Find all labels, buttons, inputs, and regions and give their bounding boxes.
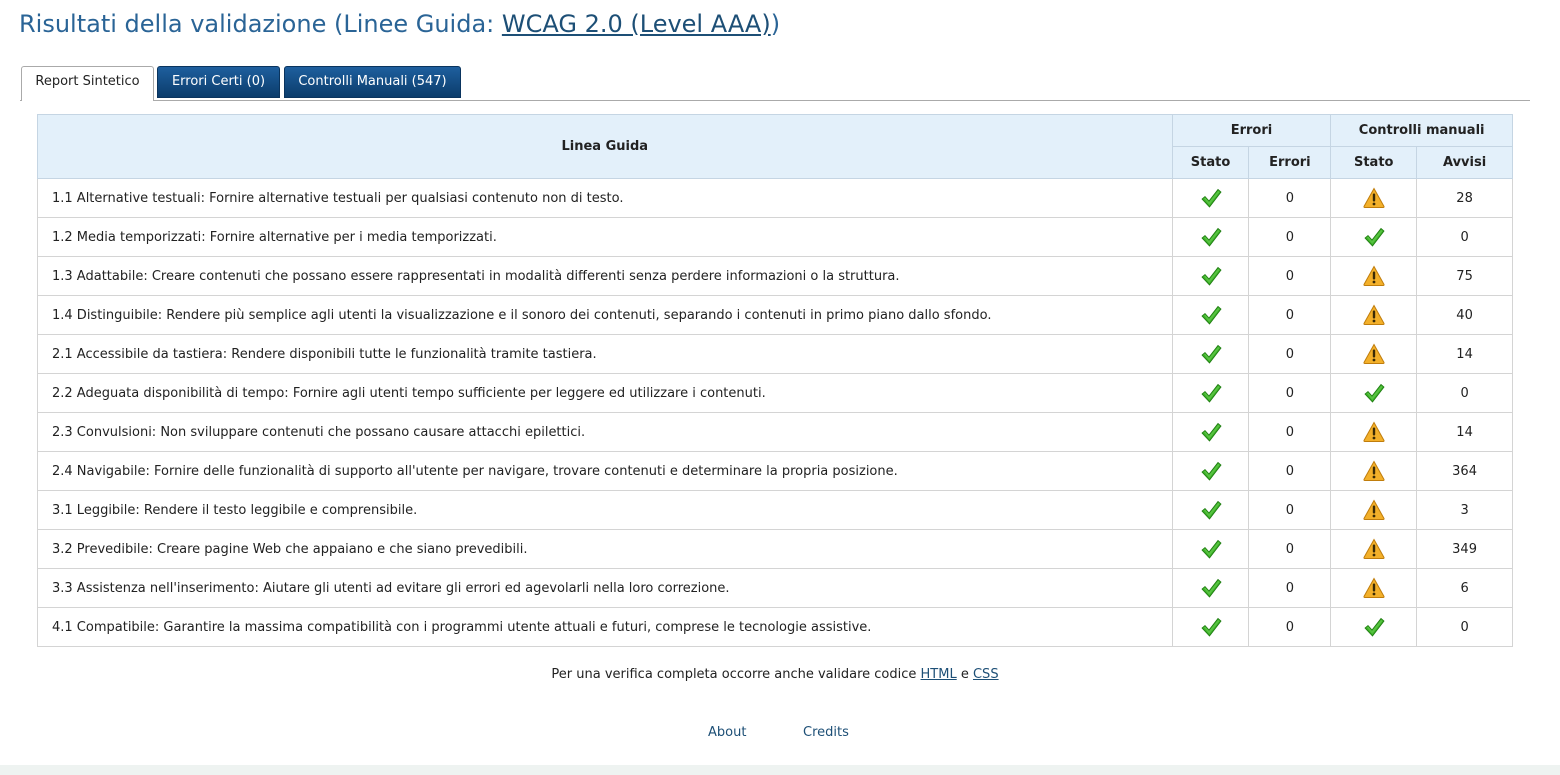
- note-conj: e: [956, 667, 973, 682]
- guideline-cell: 2.1 Accessibile da tastiera: Rendere disponibili tutte le funzionalità tramite tastiera.: [38, 335, 1173, 374]
- manual-status-cell: [1331, 452, 1417, 491]
- table-row: [38, 608, 1513, 647]
- warnings-count-cell: 0: [1417, 218, 1513, 257]
- header-warnings: Avvisi: [1417, 147, 1513, 179]
- note-text: Per una verifica completa occorre anche validare codice: [551, 667, 921, 682]
- check-icon: [1200, 382, 1222, 404]
- report-table: [37, 114, 1513, 647]
- manual-status-cell: [1331, 335, 1417, 374]
- table-row: [38, 218, 1513, 257]
- about-link[interactable]: About: [708, 725, 747, 740]
- guideline-cell: 1.4 Distinguibile: Rendere più semplice agli utenti la visualizzazione e il sonoro dei contenuti, separando i contenuti in primo piano dallo sfondo.: [38, 296, 1173, 335]
- error-status-cell: [1172, 569, 1249, 608]
- tab-report-sintetico[interactable]: Report Sintetico: [21, 66, 154, 101]
- table-row: [38, 569, 1513, 608]
- check-icon: [1200, 304, 1222, 326]
- error-status-cell: [1172, 296, 1249, 335]
- header-errors: Errori: [1249, 147, 1331, 179]
- error-status-cell: [1172, 374, 1249, 413]
- validation-note: [0, 667, 1550, 682]
- guideline-cell: 1.1 Alternative testuali: Fornire alternative testuali per qualsiasi contenuto non di testo.: [38, 179, 1173, 218]
- manual-status-cell: [1331, 218, 1417, 257]
- error-status-cell: [1172, 413, 1249, 452]
- table-row: [38, 452, 1513, 491]
- check-icon: [1200, 265, 1222, 287]
- errors-count-cell: 0: [1249, 257, 1331, 296]
- header-guide: Linea Guida: [38, 115, 1173, 179]
- tab-controlli-manuali[interactable]: Controlli Manuali (547): [284, 66, 461, 98]
- warnings-count-cell: 40: [1417, 296, 1513, 335]
- manual-status-cell: [1331, 296, 1417, 335]
- guideline-cell: 1.3 Adattabile: Creare contenuti che possano essere rappresentati in modalità differenti senza perdere informazioni o la struttura.: [38, 257, 1173, 296]
- manual-status-cell: [1331, 491, 1417, 530]
- check-icon: [1200, 499, 1222, 521]
- guideline-cell: 4.1 Compatibile: Garantire la massima compatibilità con i programmi utente attuali e futuri, comprese le tecnologie assistive.: [38, 608, 1173, 647]
- errors-count-cell: 0: [1249, 569, 1331, 608]
- guideline-cell: 2.2 Adeguata disponibilità di tempo: Fornire agli utenti tempo sufficiente per leggere ed utilizzare i contenuti.: [38, 374, 1173, 413]
- table-row: [38, 296, 1513, 335]
- css-link[interactable]: CSS: [972, 667, 999, 682]
- guideline-cell: 2.4 Navigabile: Fornire delle funzionalità di supporto all'utente per navigare, trovare contenuti e determinare la propria posizione.: [38, 452, 1173, 491]
- guideline-link[interactable]: WCAG 2.0 (Level AAA): [501, 10, 771, 38]
- html-link[interactable]: HTML: [920, 667, 957, 682]
- header-errors-group: Errori: [1172, 115, 1331, 147]
- warning-icon: [1363, 304, 1385, 326]
- table-row: [38, 257, 1513, 296]
- error-status-cell: [1172, 491, 1249, 530]
- guideline-cell: 3.1 Leggibile: Rendere il testo leggibile e comprensibile.: [38, 491, 1173, 530]
- warnings-count-cell: 0: [1417, 608, 1513, 647]
- error-status-cell: [1172, 608, 1249, 647]
- manual-status-cell: [1331, 608, 1417, 647]
- check-icon: [1200, 343, 1222, 365]
- warnings-count-cell: 6: [1417, 569, 1513, 608]
- header-manual-group: Controlli manuali: [1331, 115, 1513, 147]
- check-icon: [1363, 616, 1385, 638]
- check-icon: [1200, 226, 1222, 248]
- errors-count-cell: 0: [1249, 608, 1331, 647]
- warning-icon: [1363, 460, 1385, 482]
- guideline-cell: 1.2 Media temporizzati: Fornire alternative per i media temporizzati.: [38, 218, 1173, 257]
- manual-status-cell: [1331, 530, 1417, 569]
- errors-count-cell: 0: [1249, 218, 1331, 257]
- check-icon: [1200, 577, 1222, 599]
- errors-count-cell: 0: [1249, 335, 1331, 374]
- error-status-cell: [1172, 218, 1249, 257]
- errors-count-cell: 0: [1249, 413, 1331, 452]
- warnings-count-cell: 364: [1417, 452, 1513, 491]
- warning-icon: [1363, 187, 1385, 209]
- warning-icon: [1363, 538, 1385, 560]
- warnings-count-cell: 28: [1417, 179, 1513, 218]
- check-icon: [1200, 460, 1222, 482]
- error-status-cell: [1172, 179, 1249, 218]
- check-icon: [1200, 421, 1222, 443]
- error-status-cell: [1172, 257, 1249, 296]
- guideline-cell: 2.3 Convulsioni: Non sviluppare contenuti che possano causare attacchi epilettici.: [38, 413, 1173, 452]
- error-status-cell: [1172, 335, 1249, 374]
- table-row: [38, 530, 1513, 569]
- title-prefix: Risultati della validazione (Linee Guida:: [19, 10, 502, 38]
- warnings-count-cell: 3: [1417, 491, 1513, 530]
- warnings-count-cell: 0: [1417, 374, 1513, 413]
- table-row: [38, 374, 1513, 413]
- manual-status-cell: [1331, 374, 1417, 413]
- warning-icon: [1363, 499, 1385, 521]
- errors-count-cell: 0: [1249, 530, 1331, 569]
- check-icon: [1200, 538, 1222, 560]
- credits-link[interactable]: Credits: [803, 725, 849, 740]
- table-row: [38, 413, 1513, 452]
- errors-count-cell: 0: [1249, 296, 1331, 335]
- warnings-count-cell: 75: [1417, 257, 1513, 296]
- warning-icon: [1363, 421, 1385, 443]
- warnings-count-cell: 349: [1417, 530, 1513, 569]
- report-body: [38, 179, 1513, 647]
- title-suffix: ): [770, 10, 781, 38]
- manual-status-cell: [1331, 413, 1417, 452]
- check-icon: [1363, 226, 1385, 248]
- manual-status-cell: [1331, 569, 1417, 608]
- table-row: [38, 179, 1513, 218]
- error-status-cell: [1172, 530, 1249, 569]
- header-status-manual: Stato: [1331, 147, 1417, 179]
- errors-count-cell: 0: [1249, 452, 1331, 491]
- errors-count-cell: 0: [1249, 491, 1331, 530]
- bottom-band: [0, 765, 1560, 775]
- page-title: [19, 10, 780, 38]
- tab-errori-certi[interactable]: Errori Certi (0): [157, 66, 280, 98]
- errors-count-cell: 0: [1249, 374, 1331, 413]
- errors-count-cell: 0: [1249, 179, 1331, 218]
- guideline-cell: 3.2 Prevedibile: Creare pagine Web che appaiano e che siano prevedibili.: [38, 530, 1173, 569]
- table-row: [38, 491, 1513, 530]
- warning-icon: [1363, 343, 1385, 365]
- check-icon: [1363, 382, 1385, 404]
- guideline-cell: 3.3 Assistenza nell'inserimento: Aiutare gli utenti ad evitare gli errori ed agevolarli nella loro correzione.: [38, 569, 1173, 608]
- tab-bar: [20, 66, 1530, 101]
- warnings-count-cell: 14: [1417, 335, 1513, 374]
- warning-icon: [1363, 265, 1385, 287]
- warning-icon: [1363, 577, 1385, 599]
- manual-status-cell: [1331, 179, 1417, 218]
- manual-status-cell: [1331, 257, 1417, 296]
- check-icon: [1200, 616, 1222, 638]
- error-status-cell: [1172, 452, 1249, 491]
- header-status-errors: Stato: [1172, 147, 1249, 179]
- table-row: [38, 335, 1513, 374]
- warnings-count-cell: 14: [1417, 413, 1513, 452]
- check-icon: [1200, 187, 1222, 209]
